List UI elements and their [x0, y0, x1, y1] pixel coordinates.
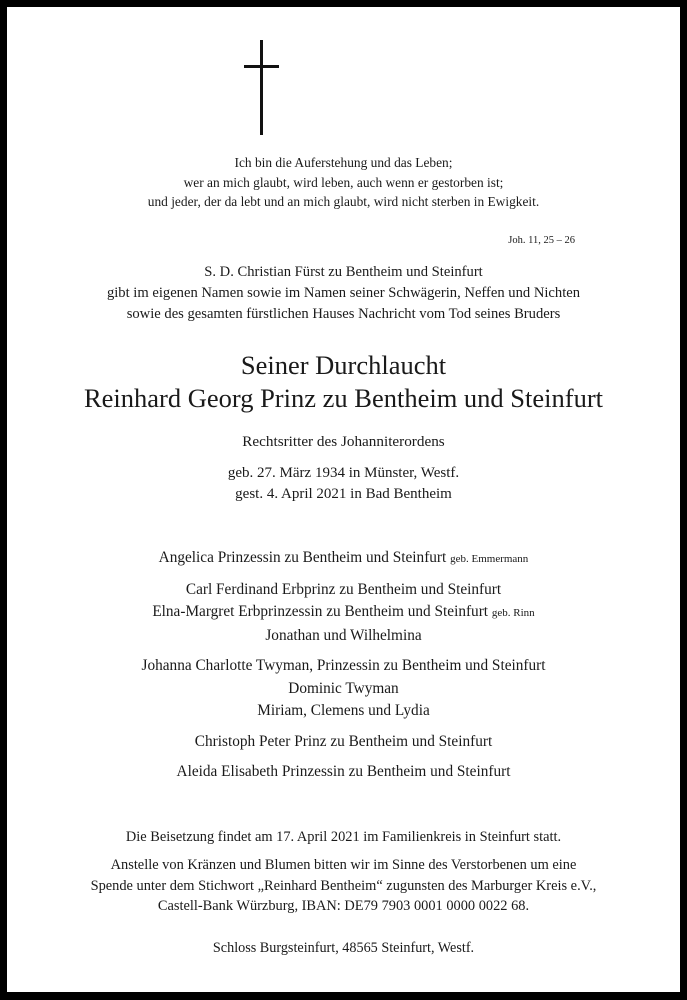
mourners-list	[7, 547, 680, 792]
maiden-name: geb. Emmermann	[450, 553, 529, 565]
verse-line: wer an mich glaubt, wird leben, auch wenn er gestorben ist;	[183, 174, 504, 190]
donation-line: Spende unter dem Stichwort „Reinhard Bentheim“ zugunsten des Marburger Kreis e.V.,	[90, 877, 597, 894]
verse-citation: Joh. 11, 25 – 26	[508, 235, 575, 246]
mourner-name: Christoph Peter Prinz zu Bentheim und Steinfurt	[194, 732, 493, 750]
donation-line: Castell-Bank Würzburg, IBAN: DE79 7903 0001 0000 0022 68.	[157, 898, 530, 914]
birth-date: geb. 27. März 1934 in Münster, Westf.	[227, 465, 460, 481]
announcement	[7, 262, 680, 325]
announcement-line: gibt im eigenen Namen sowie im Namen seiner Schwägerin, Neffen und Nichten	[106, 285, 581, 301]
donation-notice	[7, 855, 680, 917]
bible-verse	[7, 153, 680, 212]
verse-line: Ich bin die Auferstehung und das Leben;	[234, 155, 453, 170]
announcement-line: S. D. Christian Fürst zu Bentheim und Steinfurt	[204, 264, 483, 280]
mourner	[7, 601, 680, 625]
obituary-notice	[7, 7, 680, 992]
mourner	[7, 700, 680, 723]
family-address: Schloss Burgsteinfurt, 48565 Steinfurt, Westf.	[212, 940, 475, 956]
mourner-name: Aleida Elisabeth Prinzessin zu Bentheim und Steinfurt	[176, 763, 511, 780]
announcement-line: sowie des gesamten fürstlichen Hauses Nachricht vom Tod seines Bruders	[126, 306, 561, 322]
cross-horizontal-bar	[244, 65, 279, 68]
mourner	[7, 655, 680, 678]
mourner	[7, 761, 680, 784]
mourner	[7, 579, 680, 602]
deceased-name: Reinhard Georg Prinz zu Bentheim und Steinfurt	[83, 383, 604, 413]
verse-line: und jeder, der da lebt und an mich glaubt, wird nicht sterben in Ewigkeit.	[147, 194, 540, 209]
mourner-name: Elna-Margret Erbprinzessin zu Bentheim und Steinfurt	[152, 603, 489, 620]
mourner-group	[7, 655, 680, 723]
mourner	[7, 731, 680, 754]
burial-notice: Die Beisetzung findet am 17. April 2021 im Familienkreis in Steinfurt statt.	[125, 829, 562, 845]
mourner-name: Angelica Prinzessin zu Bentheim und Steinfurt	[158, 549, 447, 566]
mourner	[7, 547, 680, 571]
mourner-group	[7, 579, 680, 648]
deceased-title	[7, 349, 680, 415]
cross-vertical-bar	[260, 40, 263, 135]
mourner-group	[7, 761, 680, 784]
mourner	[7, 678, 680, 701]
deceased-order: Rechtsritter des Johanniterordens	[242, 433, 445, 450]
donation-line: Anstelle von Kränzen und Blumen bitten wir im Sinne des Verstorbenen um eine	[110, 857, 577, 873]
maiden-name: geb. Rinn	[491, 607, 535, 619]
deceased-honorific: Seiner Durchlaucht	[240, 350, 447, 380]
mourner-name: Jonathan und Wilhelmina	[265, 626, 422, 644]
mourner-group	[7, 547, 680, 571]
mourner	[7, 625, 680, 648]
mourner-name: Carl Ferdinand Erbprinz zu Bentheim und Steinfurt	[185, 580, 502, 598]
deceased-dates	[7, 463, 680, 504]
mourner-group	[7, 731, 680, 754]
mourner-name: Dominic Twyman	[288, 679, 399, 697]
mourner-name: Miriam, Clemens und Lydia	[257, 702, 430, 719]
mourner-name: Johanna Charlotte Twyman, Prinzessin zu Bentheim und Steinfurt	[141, 657, 546, 674]
death-date: gest. 4. April 2021 in Bad Bentheim	[235, 485, 452, 502]
